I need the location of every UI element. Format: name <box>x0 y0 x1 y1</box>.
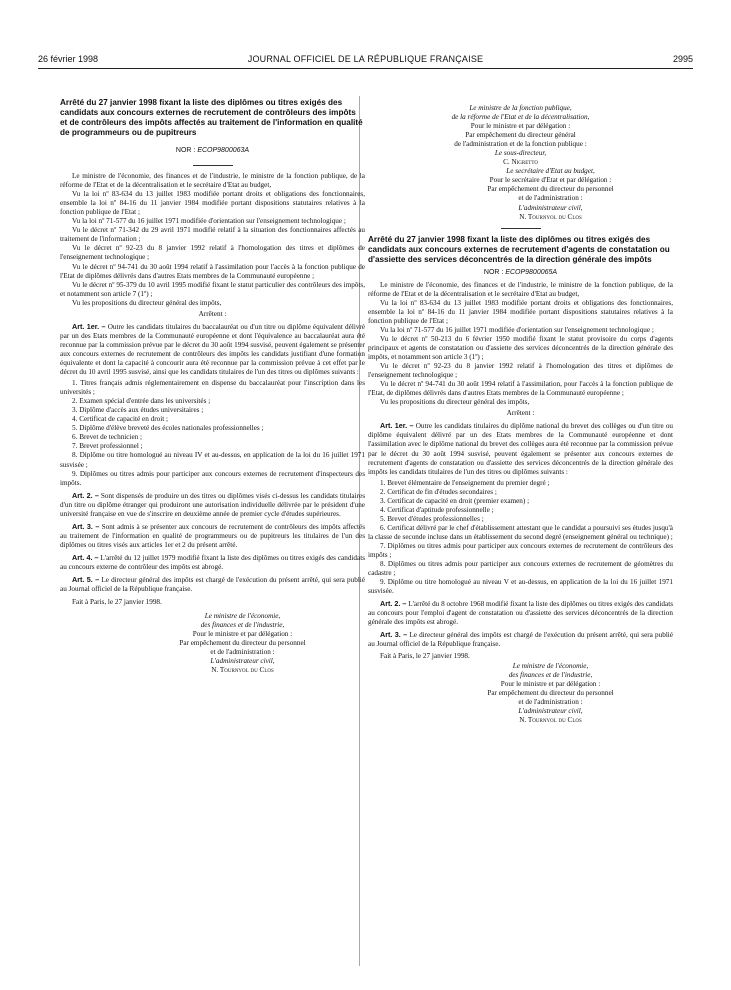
signature-block <box>368 167 673 221</box>
list-item: 8. Diplômes ou titres admis pour participer aux concours externes de recrutement de géomètres du cadastre ; <box>368 560 673 578</box>
list-item: 9. Diplômes ou titres admis pour participer aux concours externes de recrutement d'inspecteurs des impôts. <box>60 469 365 487</box>
arrete-title: Arrêté du 27 janvier 1998 fixant la liste des diplômes ou titres exigés des candidats aux concours externes de recrutement de contrôleurs des impôts et de contrôleurs des impôts affectés au traitement de l'information en qualité de programmeurs ou de pupitreurs <box>60 98 363 137</box>
article-2 <box>368 599 673 627</box>
delegation: Pour le ministre et par délégation : <box>500 679 601 688</box>
preamble: Le ministre de l'économie, des finances et de l'industrie, le ministre de la fonction publique, de la réforme de l'Etat et de la décentralisation et le secrétaire d'Etat au budget, <box>368 280 673 298</box>
list-item: 6. Certificat délivré par le chef d'établissement attestant que le candidat a poursuivi ses études jusqu'à la classe de seconde incluse dans un établissement du second degré (enseignement général ou technique) ; <box>368 523 673 541</box>
right-column <box>368 104 673 725</box>
list-item: 3. Certificat de capacité en droit (premier examen) ; <box>380 496 530 505</box>
signatory-name: N. Tournyol du Clos <box>211 666 274 675</box>
visa: Vu la loi nº 83-634 du 13 juillet 1983 modifiée portant droits et obligations des fonctionnaires, ensemble la loi nº 84-16 du 11 janvier 1984 modifiée portant dispositions statutaires relatives à la fonction publique de l'Etat ; <box>368 298 673 325</box>
diploma-list <box>368 479 673 597</box>
list-item: 3. Diplôme d'accès aux études universitaires ; <box>72 406 204 415</box>
header-rule <box>38 68 693 69</box>
signatory-title: des finances et de l'industrie, <box>200 621 285 630</box>
delegation: Par empêchement du directeur du personnel <box>487 185 614 194</box>
delegation: de l'administration et de la fonction publique : <box>454 140 587 149</box>
delegation: Pour le secrétaire d'Etat et par délégation : <box>489 176 612 185</box>
delegation: Pour le ministre et par délégation : <box>470 122 571 131</box>
list-item: 1. Brevet élémentaire de l'enseignement du premier degré ; <box>380 478 550 487</box>
delegation: Par empêchement du directeur général <box>465 131 576 140</box>
signatory-title: Le secrétaire d'Etat au budget, <box>506 167 595 176</box>
list-item: 4. Certificat d'aptitude professionnelle ; <box>380 505 494 514</box>
article-heading: Art. 4. – <box>72 552 99 562</box>
signature-block <box>368 662 673 725</box>
list-item: 2. Certificat de fin d'études secondaires ; <box>380 487 497 496</box>
nor-code: ECOP9800065A <box>505 268 558 276</box>
nor-reference <box>60 146 365 155</box>
delegation: et de l'administration : <box>518 194 583 203</box>
article-heading: Art. 2. – <box>72 490 99 500</box>
nor-label: NOR : <box>175 147 196 154</box>
fait-a-paris: Fait à Paris, le 27 janvier 1998. <box>380 652 470 661</box>
left-column <box>60 98 365 675</box>
article-text: Le directeur général des impôts est chargé de l'exécution du présent arrêté, qui sera publié au Journal officiel de la République française. <box>368 631 673 649</box>
article-text: Le directeur général des impôts est chargé de l'exécution du présent arrêté, qui sera publié au Journal officiel de la République française. <box>60 576 365 594</box>
list-item: 1. Titres français admis réglementairement en dispense du baccalauréat pour l'inscription dans les universités ; <box>60 379 365 397</box>
signatory-title: Le ministre de la fonction publique, <box>469 104 572 112</box>
separator <box>193 165 233 166</box>
visa: Vu le décret nº 94-741 du 30 août 1994 relatif à l'assimilation pour l'accès à la fonction publique de l'Etat de diplômes délivrés dans d'autres Etats membres de la Communauté européenne ; <box>60 262 365 280</box>
list-item: 9. Diplôme ou titre homologué au niveau V et au-dessus, en application de la loi du 16 juillet 1971 susvisée. <box>368 578 673 596</box>
delegation: Par empêchement du directeur du personnel <box>487 688 614 697</box>
signature-block <box>60 612 365 675</box>
list-item: 4. Certificat de capacité en droit ; <box>72 415 168 424</box>
signatory-rank: L'administrateur civil, <box>518 203 583 212</box>
visa: Vu la loi nº 71-577 du 16 juillet 1971 modifiée d'orientation sur l'enseignement technologique ; <box>380 325 654 334</box>
article-2 <box>60 491 365 519</box>
delegation: et de l'administration : <box>518 697 583 706</box>
article-3 <box>368 630 673 649</box>
visa: Vu la loi nº 71-577 du 16 juillet 1971 modifiée d'orientation sur l'enseignement technologique ; <box>72 217 346 226</box>
visa: Vu le décret nº 94-741 du 30 août 1994 relatif à l'assimilation, pour l'accès à la fonction publique de l'Etat, de diplômes délivrés dans d'autres Etats membres de la Communauté européenne ; <box>368 380 673 398</box>
delegation: et de l'administration : <box>210 648 275 657</box>
signatory-title: Le ministre de l'économie, <box>204 612 281 621</box>
signatory-rank: L'administrateur civil, <box>210 657 275 666</box>
preamble: Le ministre de l'économie, des finances et de l'industrie, le ministre de la fonction publique, de la réforme de l'Etat et de la décentralisation et le secrétaire d'Etat au budget, <box>60 172 365 190</box>
visa: Vu le décret nº 92-23 du 8 janvier 1992 relatif à l'homologation des titres et diplômes de l'enseignement technologique ; <box>368 362 673 380</box>
signatory-title: Le ministre de l'économie, <box>512 661 589 670</box>
article-3 <box>60 522 365 550</box>
nor-reference <box>368 268 673 277</box>
signatory-title: de la réforme de l'Etat et de la décentralisation, <box>451 113 590 122</box>
signatory-name: C. Nigretto <box>503 158 538 167</box>
visa: Vu le décret nº 71-342 du 29 avril 1971 modifié relatif à la situation des fonctionnaires affectés au traitement de l'information ; <box>60 226 365 244</box>
article-heading: Art. 3. – <box>380 630 408 640</box>
signatory-rank: L'administrateur civil, <box>518 706 583 715</box>
visa: Vu la loi nº 83-634 du 13 juillet 1983 modifiée portant droits et obligations des fonctionnaires, ensemble la loi nº 84-16 du 11 janvier 1984 modifiée portant dispositions statutaires relatives à la fonction publique de l'Etat ; <box>60 190 365 217</box>
article-heading: Art. 5. – <box>72 575 100 585</box>
list-item: 7. Brevet professionnel ; <box>72 442 143 451</box>
list-item: 8. Diplôme ou titre homologué au niveau IV et au-dessus, en application de la loi du 16 juillet 1971 susvisée ; <box>60 451 365 469</box>
signatory-title: des finances et de l'industrie, <box>508 670 593 679</box>
diploma-list <box>60 379 365 488</box>
article-text: L'arrêté du 8 octobre 1968 modifié fixant la liste des diplômes ou titres exigés des candidats au concours pour l'emploi d'agent de constatation ou d'assiette des services déconcentrés de la direction générale des impôts est abrogé. <box>368 600 673 627</box>
article-heading: Art. 1er. – <box>72 321 106 331</box>
nor-label: NOR : <box>483 268 504 276</box>
arrete-title: Arrêté du 27 janvier 1998 fixant la liste des diplômes ou titres exigés des candidats aux concours externes de recrutement d'agents de constatation ou d'assiette des services déconcentrés de la direction générale des impôts <box>368 234 670 264</box>
delegation: Pour le ministre et par délégation : <box>192 630 293 639</box>
article-text: Outre les candidats titulaires du diplôme national du brevet des collèges ou d'un titre ou diplôme équivalent délivré par un des Etats membres de la Communauté européenne et dont l'assimilation avec le diplôme national du brevet des collèges aura été reconnue par la commission prévue par le décret du 30 août 1994 susvisé, peuvent également se présenter aux concours externes de recrutement d'agents de constatation ou d'assiette des services déconcentrés de la direction générale des impôts les candidats titulaires de l'un des titres ou diplômes suivants : <box>368 422 674 476</box>
header-journal-title: JOURNAL OFFICIEL DE LA RÉPUBLIQUE FRANÇAISE <box>247 54 484 64</box>
separator <box>501 228 541 229</box>
visa-list <box>60 190 365 308</box>
list-item: 6. Brevet de technicien ; <box>72 433 143 442</box>
article-1 <box>60 322 365 377</box>
article-heading: Art. 1er. – <box>380 421 414 431</box>
list-item: 5. Diplôme d'élève breveté des écoles nationales professionnelles ; <box>72 424 264 433</box>
article-4 <box>60 553 365 572</box>
article-text: L'arrêté du 12 juillet 1979 modifié fixant la liste des diplômes ou titres exigés des candidats au concours externe de contrôleur des impôts est abrogé. <box>60 553 365 571</box>
header-page-number: 2995 <box>672 54 693 64</box>
arretent-heading: Arrêtent : <box>506 409 535 418</box>
visa: Vu le décret nº 95-379 du 10 avril 1995 modifié fixant le statut particulier des contrôleurs des impôts, et notamment son article 7 (1º) ; <box>60 280 365 298</box>
list-item: 7. Diplômes ou titres admis pour participer aux concours externes de recrutement de contrôleurs des impôts ; <box>368 541 673 560</box>
visa-list <box>368 299 673 408</box>
signatory-rank: Le sous-directeur, <box>494 149 547 158</box>
article-1 <box>368 421 673 476</box>
article-heading: Art. 3. – <box>72 521 100 531</box>
visa: Vu le décret nº 50-213 du 6 février 1950 modifié fixant le statut provisoire du corps d'agents principaux et agents de constatation ou d'assiette des services déconcentrés de la direction générale des impôts, et notamment son article 3 (1º) ; <box>368 334 673 362</box>
list-item: 5. Brevet d'études professionnelles ; <box>380 514 484 523</box>
arretent-heading: Arrêtent : <box>198 309 227 318</box>
page-header <box>38 54 693 68</box>
delegation: Par empêchement du directeur du personnel <box>179 639 306 648</box>
nor-code: ECOP9800063A <box>197 147 250 154</box>
visa: Vu les propositions du directeur général des impôts, <box>72 298 222 307</box>
article-5 <box>60 575 365 594</box>
header-date: 26 février 1998 <box>38 54 99 64</box>
visa: Vu les propositions du directeur général des impôts, <box>380 398 530 407</box>
fait-a-paris: Fait à Paris, le 27 janvier 1998. <box>72 598 162 607</box>
signature-block <box>368 104 673 167</box>
list-item: 2. Examen spécial d'entrée dans les universités ; <box>72 397 211 406</box>
article-text: Sont admis à se présenter aux concours de recrutement de contrôleurs des impôts affectés au traitement de l'information en qualité de programmeurs ou de pupitreurs les titulaires de l'un des diplômes ou titres visés aux articles 1er et 2 du présent arrêté. <box>60 522 365 549</box>
article-text: Outre les candidats titulaires du baccalauréat ou d'un titre ou diplôme équivalent délivré par un des Etats membres de la Communauté européenne et dont l'équivalence au baccalauréat aura été reconnue par la commission prévue par le décret du 30 août 1994 susvisé, peuvent également se présenter aux concours externes de recrutement de contrôleurs des impôts les candidats justifiant d'une formation équivalente et dont la capacité à concourir aura été reconnue par la commission prévue à cet effet par le décret du 10 avril 1995 susvisé, ainsi que les candidats titulaires de l'un des titres ou diplômes suivants : <box>60 322 365 377</box>
signatory-name: N. Tournyol du Clos <box>519 715 582 724</box>
signatory-name: N. Tournyol du Clos <box>519 212 582 221</box>
visa: Vu le décret nº 92-23 du 8 janvier 1992 relatif à l'homologation des titres et diplômes de l'enseignement technologique ; <box>60 244 365 262</box>
article-heading: Art. 2. – <box>380 599 407 609</box>
article-text: Sont dispensés de produire un des titres ou diplômes visés ci-dessus les candidats titulaires d'un titre ou diplôme étranger qui produiront une autorisation individuelle délivrée par le président d'une université française en vue de s'inscrire en deuxième année de premier cycle d'études supérieures. <box>60 491 365 518</box>
